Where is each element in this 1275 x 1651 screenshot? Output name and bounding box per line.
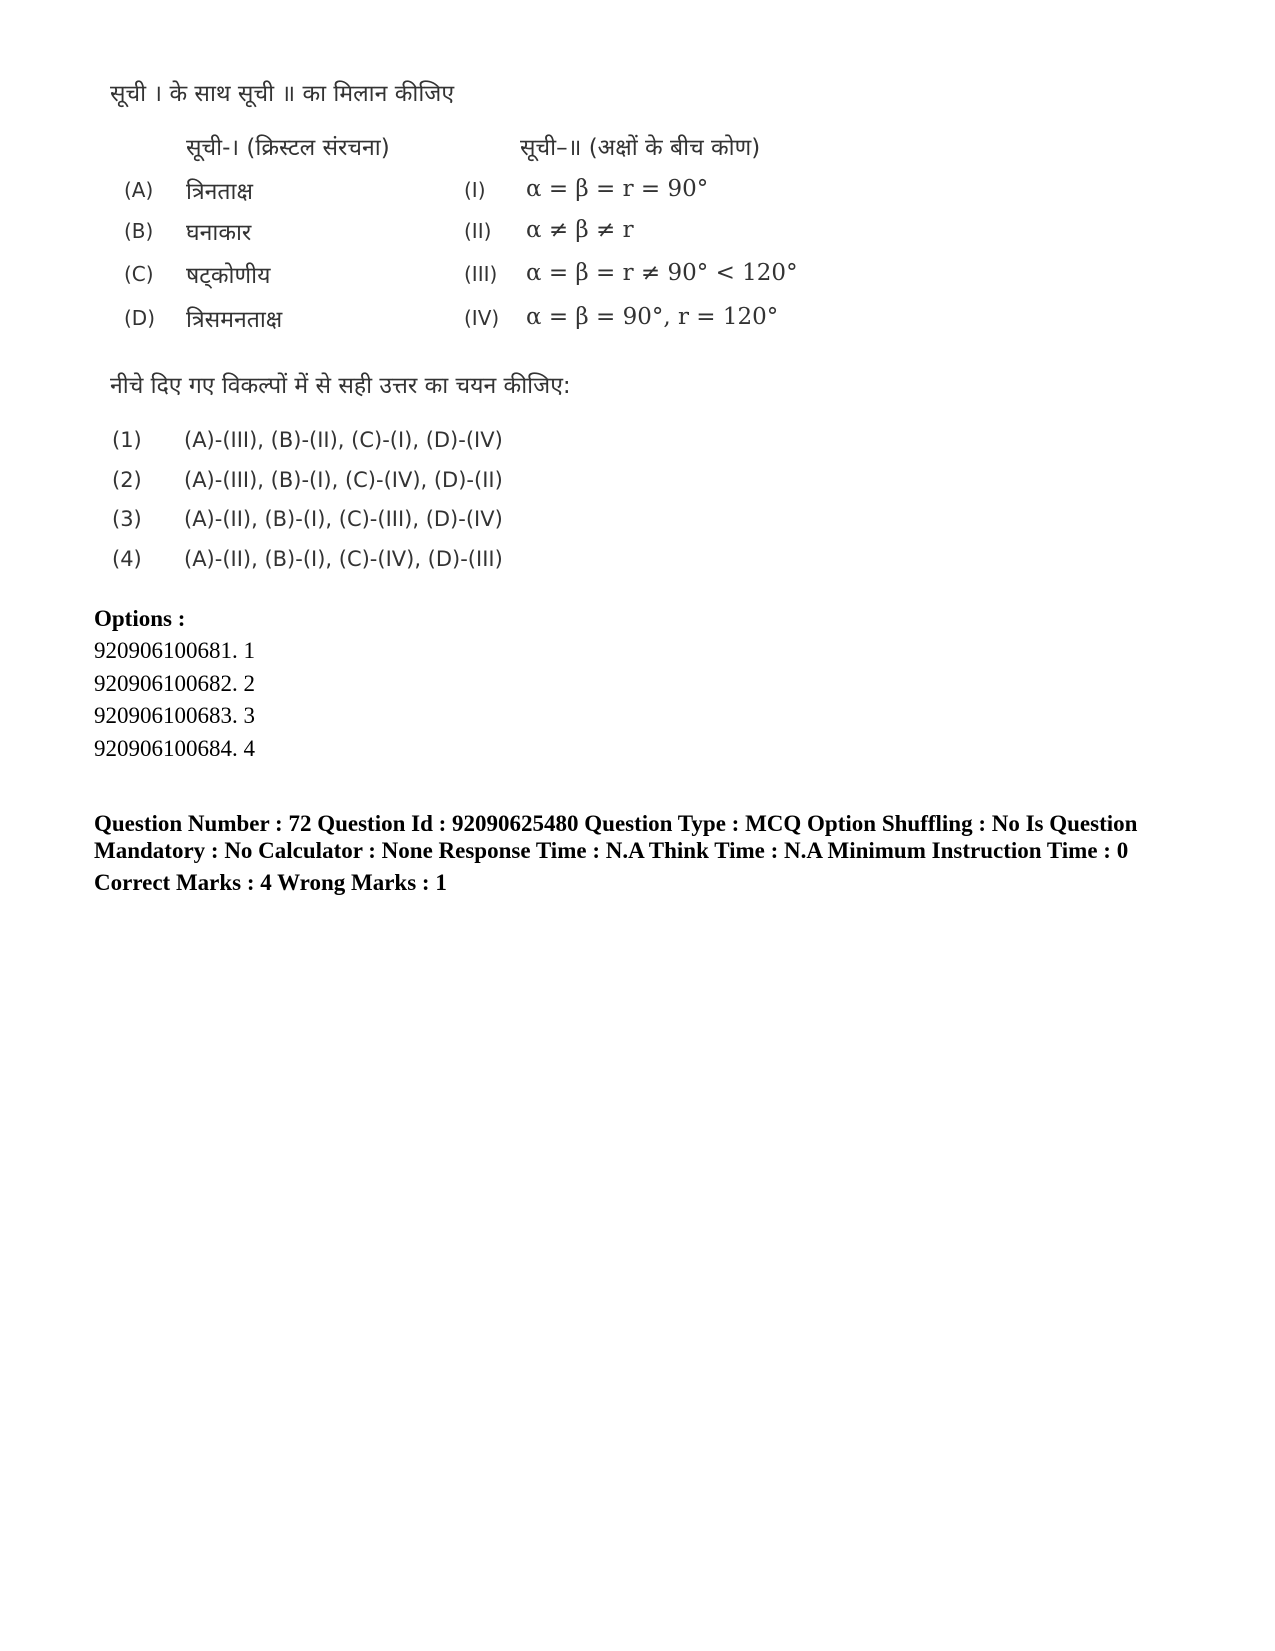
choice-number: (2) bbox=[112, 468, 142, 492]
row-letter: (D) bbox=[124, 306, 156, 330]
match-row bbox=[110, 254, 798, 294]
option-item: 920906100682. 2 bbox=[94, 670, 255, 696]
row-angle: α ≠ β ≠ r bbox=[526, 217, 634, 243]
choice-text: (A)-(II), (B)-(I), (C)-(III), (D)-(IV) bbox=[184, 507, 503, 531]
choose-instruction: नीचे दिए गए विकल्पों में से सही उत्तर का चयन कीजिए: bbox=[110, 373, 571, 399]
options-list bbox=[94, 603, 255, 765]
row-term: घनाकार bbox=[186, 220, 252, 246]
row-term: त्रिनताक्ष bbox=[186, 179, 253, 205]
answer-choice bbox=[110, 503, 790, 539]
row-letter: (B) bbox=[124, 219, 154, 243]
row-term: त्रिसमनताक्ष bbox=[186, 307, 283, 333]
option-item: 920906100683. 3 bbox=[94, 703, 255, 728]
match-row bbox=[110, 211, 790, 251]
row-angle: α = β = r ≠ 90° < 120° bbox=[526, 260, 798, 286]
match-instruction: सूची । के साथ सूची ॥ का मिलान कीजिए bbox=[110, 81, 455, 107]
row-letter: (C) bbox=[124, 262, 154, 286]
question-meta-line: Question Number : 72 Question Id : 92090625480 Question Type : MCQ Option Shuffling : No Is Question Mandatory : No Calculator : None Response Time : N.A Think Time : N.A Minimum Instruction Time : 0 bbox=[94, 811, 1138, 863]
row-roman: (III) bbox=[464, 262, 498, 286]
row-roman: (II) bbox=[464, 219, 492, 243]
list-2-heading: सूची–॥ (अक्षों के बीच कोण) bbox=[520, 135, 761, 161]
choice-number: (4) bbox=[112, 547, 142, 571]
list-1-heading: सूची-। (क्रिस्टल संरचना) bbox=[186, 135, 390, 161]
question-meta bbox=[94, 810, 1154, 896]
row-term: षट्कोणीय bbox=[186, 263, 271, 289]
row-roman: (IV) bbox=[464, 306, 500, 330]
match-row bbox=[110, 298, 790, 338]
answer-choice bbox=[110, 543, 790, 579]
row-angle: α = β = r = 90° bbox=[526, 176, 709, 202]
row-angle: α = β = 90°, r = 120° bbox=[526, 304, 779, 330]
option-item: 920906100681. 1 bbox=[94, 638, 255, 663]
choice-number: (1) bbox=[112, 428, 142, 452]
choice-text: (A)-(III), (B)-(II), (C)-(I), (D)-(IV) bbox=[184, 428, 503, 452]
option-item: 920906100684. 4 bbox=[94, 735, 255, 761]
question-marks: Correct Marks : 4 Wrong Marks : 1 bbox=[94, 870, 447, 895]
answer-choice bbox=[110, 424, 790, 460]
choice-number: (3) bbox=[112, 507, 142, 531]
choice-text: (A)-(II), (B)-(I), (C)-(IV), (D)-(III) bbox=[184, 547, 503, 571]
options-title: Options : bbox=[94, 606, 186, 631]
row-letter: (A) bbox=[124, 178, 154, 202]
row-roman: (I) bbox=[464, 178, 486, 202]
match-row bbox=[110, 170, 790, 210]
choice-text: (A)-(III), (B)-(I), (C)-(IV), (D)-(II) bbox=[184, 468, 503, 492]
answer-choice bbox=[110, 464, 790, 500]
